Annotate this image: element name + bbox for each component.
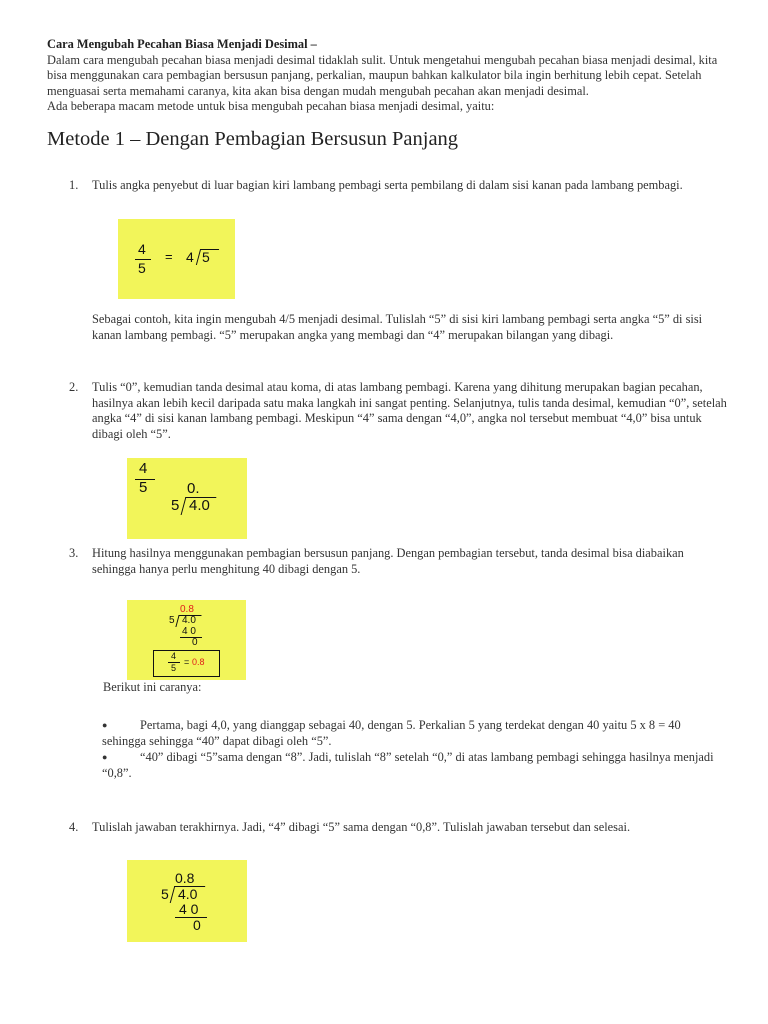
bullet-dot-icon: ● <box>102 720 108 730</box>
quotient: 0.8 <box>175 870 195 886</box>
intro-title: Cara Mengubah Pecahan Biasa Menjadi Desimal – <box>47 37 317 51</box>
quotient: 0. <box>187 480 200 497</box>
step-number: 2. <box>69 380 79 394</box>
remainder: 0 <box>192 637 198 648</box>
step-text: Tulislah jawaban terakhirnya. Jadi, “4” dibagi “5” sama dengan “0,8”. Tulislah jawaban tersebut dan selesai. <box>92 820 631 834</box>
quotient: 0.8 <box>180 604 194 615</box>
intro-paragraph: Dalam cara mengubah pecahan biasa menjadi desimal tidaklah sulit. Untuk mengetahui mengubah pecahan biasa menjadi desimal, kita bisa menggunakan cara pembagian bersusun panjang, perkalian, maupun bahkan kalkulator bila ingin berhitung lebih cepat. Setelah menguasai serta memahami caranya, kita akan bisa dengan mudah mengubah pecahan akan menjadi desimal. <box>47 52 718 98</box>
step-text: Tulis “0”, kemudian tanda desimal atau koma, di atas lambang pembagi. Karena yang dihitung merupakan bagian pecahan, hasilnya akan lebih kecil daripada satu maka langkah ini sangat penting. Selanjutnya, tulis tanda desimal, kemudian “0”, setelah angka “4” di sisi kanan lambang pembagi. Meskipun “4” sama dengan “4,0”, angka nol tersebut membuat “4,0” bisa untuk dibagi oleh “5”. <box>92 380 727 441</box>
divisor: 5 <box>169 615 175 626</box>
step-text: Hitung hasilnya menggunakan pembagian bersusun panjang. Dengan pembagian tersebut, tanda desimal bisa diabaikan sehingga hanya perlu menghitung 40 dibagi dengan 5. <box>92 546 684 576</box>
subtraction-line <box>180 637 202 638</box>
step-1-note: Sebagai contoh, kita ingin mengubah 4/5 menjadi desimal. Tulislah “5” di sisi kiri lambang pembagi serta angka “5” di sisi kanan lambang pembagi. “5” merupakan angka yang membagi dan “4” merupakan bilangan yang dibagi. <box>92 312 703 342</box>
step-number: 1. <box>69 178 79 192</box>
subtraction-value: 4 0 <box>182 626 196 637</box>
method-heading: Metode 1 – Dengan Pembagian Bersusun Panjang <box>47 127 459 150</box>
box-answer: 0.8 <box>192 657 205 667</box>
step-4 <box>47 820 727 836</box>
step-number: 4. <box>69 820 79 834</box>
divisor: 4 <box>186 249 194 265</box>
subtraction-line <box>175 917 207 918</box>
document-page <box>47 37 727 153</box>
box-equals: = <box>184 657 190 667</box>
dividend: 4.0 <box>189 497 210 514</box>
fraction-numerator: 4 <box>138 241 146 257</box>
dividend: 4.0 <box>182 615 196 626</box>
bullet-dot-icon: ● <box>102 752 108 762</box>
divisor: 5 <box>171 497 180 514</box>
box-denominator: 5 <box>171 663 177 673</box>
step-3-note: Berikut ini caranya: <box>103 680 202 694</box>
figure-2 <box>127 458 247 539</box>
equals-sign: = <box>165 249 173 264</box>
bullet-text: “40” dibagi “5”sama dengan “8”. Jadi, tulislah “8” setelah “0,” di atas lambang pembagi sehingga hasilnya menjadi “0,8”. <box>102 750 714 780</box>
divisor: 5 <box>161 886 169 902</box>
fraction-denominator: 5 <box>139 479 148 496</box>
intro-lead: Ada beberapa macam metode untuk bisa mengubah pecahan biasa menjadi desimal, yaitu: <box>47 99 495 114</box>
bullet-item <box>47 718 722 749</box>
step-number: 3. <box>69 546 79 560</box>
figure-4 <box>127 860 247 942</box>
fraction-numerator: 4 <box>139 460 148 477</box>
step-2 <box>47 380 727 442</box>
step-3 <box>47 546 727 577</box>
step-text: Tulis angka penyebut di luar bagian kiri lambang pembagi serta pembilang di dalam sisi kanan pada lambang pembagi. <box>92 178 683 192</box>
bullet-text: Pertama, bagi 4,0, yang dianggap sebagai 40, dengan 5. Perkalian 5 yang terdekat dengan 40 yaitu 5 x 8 = 40 sehingga sehingga “40” dapat dibagi oleh “5”. <box>102 718 681 748</box>
step-1 <box>47 178 727 194</box>
dividend: 5 <box>202 249 210 265</box>
remainder: 0 <box>193 917 201 933</box>
figure-3 <box>127 600 246 680</box>
subtraction-value: 4 0 <box>179 901 199 917</box>
box-numerator: 4 <box>171 651 177 661</box>
bullet-item <box>47 750 722 781</box>
fraction-denominator: 5 <box>138 260 146 276</box>
dividend: 4.0 <box>178 886 198 902</box>
figure-1 <box>118 219 235 299</box>
